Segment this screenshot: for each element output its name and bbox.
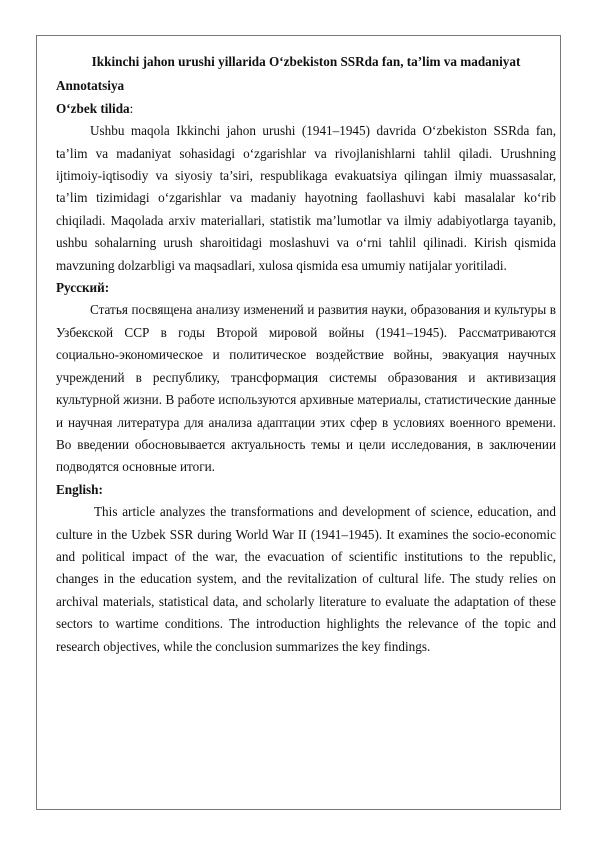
document-title: Ikkinchi jahon urushi yillarida O‘zbekiston SSRda fan, ta’lim va madaniyat — [91, 54, 521, 69]
uzbek-heading-label: O‘zbek tilida — [56, 100, 130, 116]
uzbek-abstract: Ushbu maqola Ikkinchi jahon urushi (1941–1945) davrida O‘zbekiston SSRda fan, ta’lim va madaniyat sohasidagi o‘zgarishlar va rivojlanishlarni tahlil qiladi. Urushning ijtimoiy-iqtisodiy va siyosiy ta’siri, respublikaga evakuatsiya qilingan ilmiy muassasalar, ta’lim tizimidagi o‘zgarishlar va madaniy hayotning faollashuvi kabi masalalar ko‘rib chiqiladi. Maqolada arxiv materiallari, statistik ma’lumotlar va ilmiy adabiyotlarga tayanib, ushbu sohalarning urush sharoitidagi moslashuvi va o‘rni tahlil qilinadi. Kirish qismida mavzuning dolzarbligi va maqsadlari, xulosa qismida esa umumiy natijalar yoritiladi. — [56, 123, 556, 273]
uzbek-section-heading — [56, 98, 556, 120]
uzbek-heading-colon: : — [129, 100, 134, 116]
annotation-heading: Annotatsiya — [56, 78, 125, 94]
russian-abstract: Статья посвящена анализу изменений и развития науки, образования и культуры в Узбекской ССР в годы Второй мировой войны (1941–1945). Рассматриваются социально-экономическое и политическое воздействие войны, эвакуация научных учреждений в республику, трансформация системы образования и активизация культурной жизни. В работе используются архивные материалы, статистические данные и научная литература для анализа адаптации этих сфер в условиях военного времени. Во введении обосновывается актуальность темы и цели исследования, в заключении подводятся основные итоги. — [56, 302, 556, 475]
english-abstract: This article analyzes the transformations and development of science, education, and culture in the Uzbek SSR during World War II (1941–1945). It examines the socio-economic and political impact of the war, the evacuation of scientific institutions to the republic, changes in the education system, and the revitalization of cultural life. The study relies on archival materials, statistical data, and scholarly literature to evaluate the adaptation of these sectors to wartime conditions. The introduction highlights the relevance of the topic and research objectives, while the conclusion summarizes the key findings. — [56, 504, 556, 654]
english-section-heading: English: — [56, 481, 103, 497]
document-body — [56, 51, 556, 658]
russian-section-heading: Русский: — [56, 280, 110, 296]
